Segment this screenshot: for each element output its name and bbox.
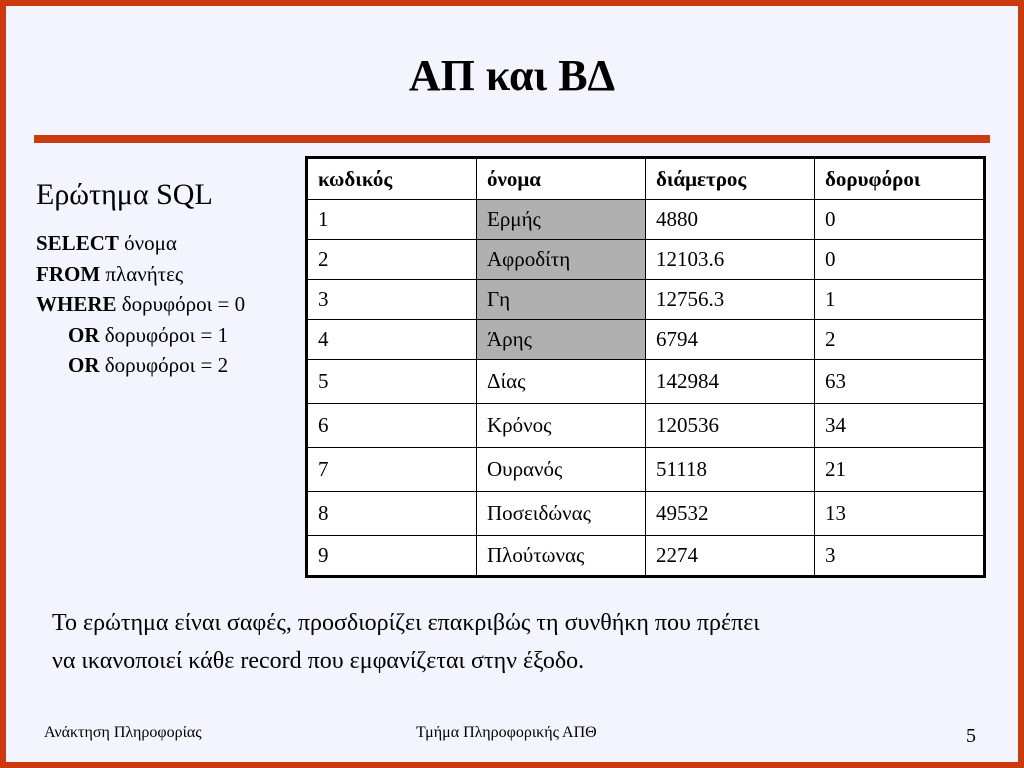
sql-text: όνομα [118,231,177,255]
sql-line-or-2 [36,350,245,381]
sql-text: δορυφόροι = 2 [99,353,229,377]
table-row [307,404,985,448]
footer-department: Τμήμα Πληροφορικής ΑΠΘ [416,724,597,741]
cell-satellites: 0 [815,200,985,240]
table-row [307,492,985,536]
cell-name-highlighted: Ερμής [477,200,646,240]
column-header-diameter: διάμετρος [646,158,815,200]
sql-text: δορυφόροι = 0 [116,292,246,316]
cell-name-highlighted: Άρης [477,320,646,360]
cell-id: 5 [307,360,477,404]
column-header-name: όνομα [477,158,646,200]
cell-name: Ποσειδώνας [477,492,646,536]
cell-satellites: 3 [815,536,985,577]
cell-diameter: 4880 [646,200,815,240]
cell-name: Πλούτωνας [477,536,646,577]
cell-diameter: 2274 [646,536,815,577]
sql-text: δορυφόροι = 1 [99,322,229,347]
sql-line-or-1 [36,320,245,351]
sql-keyword: OR [68,322,100,347]
sql-line-where [36,289,245,320]
explanation-paragraph [52,604,952,680]
sql-keyword: WHERE [36,292,117,316]
cell-id: 2 [307,240,477,280]
table-row [307,448,985,492]
table-row [307,320,985,360]
table-row [307,360,985,404]
planets-table [305,156,986,578]
explanation-line-1: Το ερώτημα είναι σαφές, προσδιορίζει επακριβώς τη συνθήκη που πρέπει [52,610,760,636]
cell-satellites: 63 [815,360,985,404]
column-header-satellites: δορυφόροι [815,158,985,200]
cell-satellites: 0 [815,240,985,280]
cell-id: 3 [307,280,477,320]
cell-id: 4 [307,320,477,360]
cell-id: 1 [307,200,477,240]
cell-id: 9 [307,536,477,577]
footer-course: Ανάκτηση Πληροφορίας [44,724,202,741]
cell-satellites: 13 [815,492,985,536]
cell-diameter: 12756.3 [646,280,815,320]
cell-diameter: 12103.6 [646,240,815,280]
table-row [307,200,985,240]
cell-satellites: 2 [815,320,985,360]
sql-keyword: SELECT [36,231,119,255]
sql-keyword: OR [68,353,100,377]
slide-title: ΑΠ και ΒΔ [408,51,616,100]
page-number: 5 [966,725,976,747]
cell-diameter: 6794 [646,320,815,360]
column-header-id: κωδικός [307,158,477,200]
cell-name-highlighted: Γη [477,280,646,320]
cell-diameter: 49532 [646,492,815,536]
sql-line-select [36,228,245,259]
sql-query [36,228,245,381]
cell-name: Ουρανός [477,448,646,492]
cell-name-highlighted: Αφροδίτη [477,240,646,280]
sql-keyword: FROM [36,261,101,286]
table-row [307,240,985,280]
table-row [307,280,985,320]
sql-line-from [36,259,245,290]
cell-name: Κρόνος [477,404,646,448]
cell-satellites: 1 [815,280,985,320]
cell-id: 7 [307,448,477,492]
cell-diameter: 142984 [646,360,815,404]
cell-name: Δίας [477,360,646,404]
table-row [307,536,985,577]
cell-id: 6 [307,404,477,448]
explanation-line-2: να ικανοποιεί κάθε record που εμφανίζεται στην έξοδο. [52,648,585,674]
cell-satellites: 34 [815,404,985,448]
cell-id: 8 [307,492,477,536]
cell-diameter: 51118 [646,448,815,492]
cell-satellites: 21 [815,448,985,492]
table-header-row [307,158,985,200]
cell-diameter: 120536 [646,404,815,448]
title-divider [34,135,990,143]
sql-text: πλανήτες [100,261,184,286]
section-subheading: Ερώτημα SQL [36,178,213,211]
